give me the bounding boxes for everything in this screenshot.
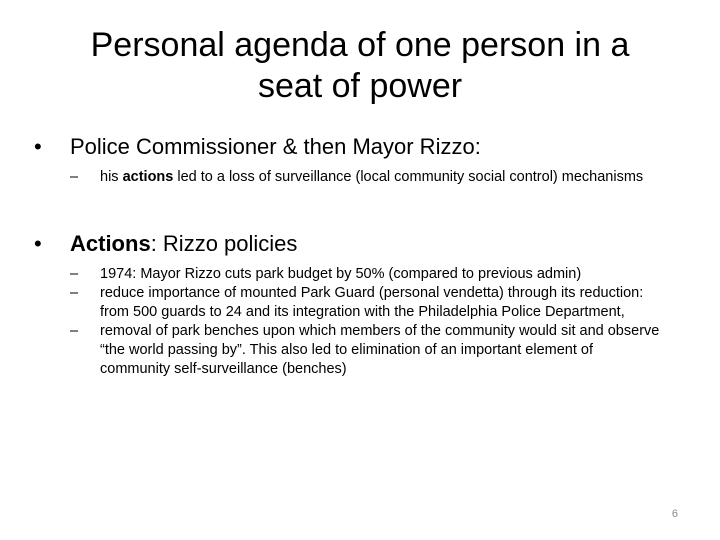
dash-marker: – [70, 169, 79, 185]
sub-item-park-guard [32, 284, 660, 322]
bullet-text: Police Commissioner & then Mayor Rizzo: [70, 134, 481, 159]
sub-list-1 [32, 168, 672, 187]
sub-item-actions-loss [32, 168, 660, 187]
bullet-marker: • [34, 231, 42, 256]
bullet-police-commissioner [32, 132, 672, 162]
bullet-actions [32, 229, 672, 259]
sub-text-pre: his [100, 169, 123, 185]
page-number: 6 [671, 508, 678, 520]
bullet-text: : Rizzo policies [150, 231, 298, 256]
sub-item-park-benches [32, 322, 660, 379]
sub-text-post: led to a loss of surveillance (local community social control) mechanisms [173, 169, 644, 185]
slide-title: Personal agenda of one person in a seat of power [90, 25, 630, 105]
dash-marker: – [70, 285, 79, 301]
slide-body [32, 132, 672, 379]
sub-text: 1974: Mayor Rizzo cuts park budget by 50% (compared to previous admin) [100, 266, 582, 282]
sub-list-2 [32, 265, 672, 379]
dash-marker: – [70, 266, 79, 282]
dash-marker: – [70, 323, 79, 339]
sub-item-budget-cut [32, 265, 660, 284]
sub-text-strong: actions [122, 169, 174, 185]
sub-text: reduce importance of mounted Park Guard (personal vendetta) through its reduction: from 500 guards to 24 and its integration with the Philadelphia Police Department, [100, 285, 644, 320]
bullet-text-strong: Actions [70, 231, 151, 256]
sub-text: removal of park benches upon which members of the community would sit and observe “the world passing by”. This also led to elimination of an important element of community self-surveillance (benches) [100, 323, 660, 377]
bullet-marker: • [34, 134, 42, 159]
